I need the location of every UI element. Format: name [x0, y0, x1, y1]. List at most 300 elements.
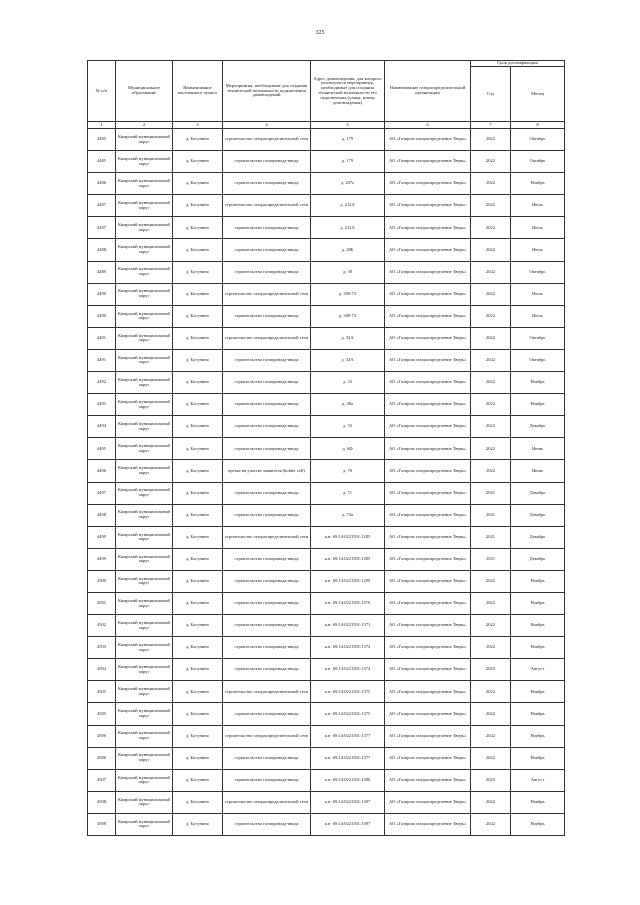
- address-cell: к.н. 69:14:0221501:1386: [311, 769, 385, 791]
- gasification-table: [87, 60, 565, 836]
- municipality-cell: Кимрский муниципальный округ: [116, 460, 173, 482]
- organization-cell: АО «Газпром газораспределение Тверь»: [385, 482, 471, 504]
- table-row: [88, 283, 565, 305]
- month-cell: Август: [511, 659, 565, 681]
- activity-cell: строительство газораспределительной сети: [223, 283, 311, 305]
- organization-cell: АО «Газпром газораспределение Тверь»: [385, 791, 471, 813]
- organization-cell: АО «Газпром газораспределение Тверь»: [385, 394, 471, 416]
- table-row: [88, 681, 565, 703]
- organization-cell: АО «Газпром газораспределение Тверь»: [385, 327, 471, 349]
- address-cell: к.н. 69:14:0221501:1375: [311, 681, 385, 703]
- address-cell: к.н. 69:14:0221501:1299: [311, 570, 385, 592]
- year-cell: 2022: [471, 615, 511, 637]
- month-cell: Декабрь: [511, 526, 565, 548]
- table-row: [88, 129, 565, 151]
- month-cell: Декабрь: [511, 416, 565, 438]
- municipality-cell: Кимрский муниципальный округ: [116, 681, 173, 703]
- address-cell: д. 179: [311, 151, 385, 173]
- address-cell: д. 33: [311, 372, 385, 394]
- organization-cell: АО «Газпром газораспределение Тверь»: [385, 813, 471, 835]
- municipality-cell: Кимрский муниципальный округ: [116, 129, 173, 151]
- settlement-cell: д. Богунино: [173, 217, 223, 239]
- municipality-cell: Кимрский муниципальный округ: [116, 349, 173, 371]
- month-cell: Ноябрь: [511, 173, 565, 195]
- table-row: [88, 151, 565, 173]
- table-row: [88, 482, 565, 504]
- row-number-cell: 4493: [88, 394, 116, 416]
- activity-cell: строительство газопровода-ввода: [223, 703, 311, 725]
- organization-cell: АО «Газпром газораспределение Тверь»: [385, 239, 471, 261]
- activity-cell: строительство газопровода-ввода: [223, 372, 311, 394]
- settlement-cell: д. Богунино: [173, 504, 223, 526]
- table-row: [88, 416, 565, 438]
- address-cell: к.н. 69:14:0221501:1371: [311, 615, 385, 637]
- organization-cell: АО «Газпром газораспределение Тверь»: [385, 173, 471, 195]
- activity-cell: строительство газопровода-ввода: [223, 504, 311, 526]
- address-cell: д. 48а: [311, 394, 385, 416]
- municipality-cell: Кимрский муниципальный округ: [116, 548, 173, 570]
- activity-cell: строительство газопровода-ввода: [223, 173, 311, 195]
- row-number-cell: 4497: [88, 482, 116, 504]
- settlement-cell: д. Богунино: [173, 173, 223, 195]
- year-cell: 2022: [471, 261, 511, 283]
- address-cell: д. 32А: [311, 349, 385, 371]
- address-cell: к.н. 69:14:0221501:1397: [311, 791, 385, 813]
- month-cell: Октябрь: [511, 327, 565, 349]
- organization-cell: АО «Газпром газораспределение Тверь»: [385, 438, 471, 460]
- table-row: [88, 173, 565, 195]
- activity-cell: строительство газораспределительной сети: [223, 327, 311, 349]
- address-cell: к.н. 69:14:0221501:1372: [311, 637, 385, 659]
- address-cell: к.н. 69:14:0221501:1377: [311, 747, 385, 769]
- month-cell: Июль: [511, 195, 565, 217]
- row-number-cell: 4499: [88, 526, 116, 548]
- municipality-cell: Кимрский муниципальный округ: [116, 747, 173, 769]
- month-cell: Ноябрь: [511, 637, 565, 659]
- settlement-cell: д. Богунино: [173, 769, 223, 791]
- settlement-cell: д. Богунино: [173, 791, 223, 813]
- table-row: [88, 592, 565, 614]
- table-row: [88, 261, 565, 283]
- municipality-cell: Кимрский муниципальный округ: [116, 637, 173, 659]
- month-cell: Ноябрь: [511, 592, 565, 614]
- header-term: Срок догазификации: [471, 61, 565, 67]
- municipality-cell: Кимрский муниципальный округ: [116, 504, 173, 526]
- year-cell: 2022: [471, 217, 511, 239]
- year-cell: 2022: [471, 637, 511, 659]
- year-cell: 2021: [471, 504, 511, 526]
- table-row: [88, 659, 565, 681]
- month-cell: Октябрь: [511, 349, 565, 371]
- settlement-cell: д. Богунино: [173, 659, 223, 681]
- municipality-cell: Кимрский муниципальный округ: [116, 372, 173, 394]
- header-num: № п/п: [88, 61, 116, 122]
- row-number-cell: 4498: [88, 504, 116, 526]
- year-cell: 2022: [471, 239, 511, 261]
- address-cell: д. 212А: [311, 217, 385, 239]
- table-row: [88, 526, 565, 548]
- organization-cell: АО «Газпром газораспределение Тверь»: [385, 217, 471, 239]
- settlement-cell: д. Богунино: [173, 195, 223, 217]
- address-cell: д. 179: [311, 129, 385, 151]
- address-cell: д. 212А: [311, 195, 385, 217]
- year-cell: 2022: [471, 725, 511, 747]
- month-cell: Ноябрь: [511, 725, 565, 747]
- table-row: [88, 217, 565, 239]
- header-municipality: Муниципальное образование: [116, 61, 173, 122]
- table-row: [88, 769, 565, 791]
- month-cell: Ноябрь: [511, 703, 565, 725]
- address-cell: к.н. 69:14:0221501:1285: [311, 548, 385, 570]
- address-cell: к.н. 69:14:0221501:1375: [311, 703, 385, 725]
- organization-cell: АО «Газпром газораспределение Тверь»: [385, 526, 471, 548]
- month-cell: Июнь: [511, 460, 565, 482]
- month-cell: Ноябрь: [511, 681, 565, 703]
- year-cell: 2023: [471, 416, 511, 438]
- activity-cell: строительство газораспределительной сети: [223, 526, 311, 548]
- settlement-cell: д. Богунино: [173, 151, 223, 173]
- settlement-cell: д. Богунино: [173, 327, 223, 349]
- table-body: [88, 129, 565, 836]
- row-number-cell: 4489: [88, 261, 116, 283]
- settlement-cell: д. Богунино: [173, 129, 223, 151]
- table-row: [88, 460, 565, 482]
- address-cell: д. 300-73: [311, 283, 385, 305]
- year-cell: 2022: [471, 813, 511, 835]
- organization-cell: АО «Газпром газораспределение Тверь»: [385, 305, 471, 327]
- year-cell: 2023: [471, 659, 511, 681]
- row-number-cell: 4492: [88, 372, 116, 394]
- organization-cell: АО «Газпром газораспределение Тверь»: [385, 349, 471, 371]
- row-number-cell: 4508: [88, 813, 116, 835]
- row-number-cell: 4506: [88, 747, 116, 769]
- year-cell: 2021: [471, 548, 511, 570]
- year-cell: 2021: [471, 482, 511, 504]
- address-cell: к.н. 69:14:0221501:1377: [311, 725, 385, 747]
- organization-cell: АО «Газпром газораспределение Тверь»: [385, 460, 471, 482]
- activity-cell: строительство газопровода-ввода: [223, 217, 311, 239]
- municipality-cell: Кимрский муниципальный округ: [116, 283, 173, 305]
- table-row: [88, 791, 565, 813]
- year-cell: 2022: [471, 394, 511, 416]
- column-number: 4: [223, 122, 311, 129]
- address-cell: д. 71: [311, 482, 385, 504]
- column-number: 7: [471, 122, 511, 129]
- table-row: [88, 239, 565, 261]
- settlement-cell: д. Богунино: [173, 372, 223, 394]
- header-activities: Мероприятия, необходимые для создания технической возможности подключения домовладений: [223, 61, 311, 122]
- header-organization: Наименование газораспределительной организации: [385, 61, 471, 122]
- year-cell: 2022: [471, 791, 511, 813]
- settlement-cell: д. Богунино: [173, 725, 223, 747]
- address-cell: д. 207а: [311, 173, 385, 195]
- settlement-cell: д. Богунино: [173, 283, 223, 305]
- settlement-cell: д. Богунино: [173, 548, 223, 570]
- organization-cell: АО «Газпром газораспределение Тверь»: [385, 769, 471, 791]
- row-number-cell: 4507: [88, 769, 116, 791]
- address-cell: к.н. 69:14:0221501:1374: [311, 659, 385, 681]
- municipality-cell: Кимрский муниципальный округ: [116, 438, 173, 460]
- month-cell: Июнь: [511, 438, 565, 460]
- settlement-cell: д. Богунино: [173, 239, 223, 261]
- column-numbers-row: [88, 122, 565, 129]
- row-number-cell: 4503: [88, 637, 116, 659]
- table-row: [88, 195, 565, 217]
- year-cell: 2022: [471, 283, 511, 305]
- activity-cell: строительство газопровода-ввода: [223, 548, 311, 570]
- municipality-cell: Кимрский муниципальный округ: [116, 592, 173, 614]
- address-cell: к.н. 69:14:0221501:1370: [311, 592, 385, 614]
- row-number-cell: 4491: [88, 327, 116, 349]
- table-row: [88, 327, 565, 349]
- municipality-cell: Кимрский муниципальный округ: [116, 615, 173, 637]
- month-cell: Октябрь: [511, 129, 565, 151]
- address-cell: д. 55: [311, 416, 385, 438]
- row-number-cell: 4502: [88, 615, 116, 637]
- table-row: [88, 637, 565, 659]
- row-number-cell: 4487: [88, 195, 116, 217]
- address-cell: д. 30: [311, 261, 385, 283]
- table-row: [88, 372, 565, 394]
- table-row: [88, 504, 565, 526]
- year-cell: 2022: [471, 349, 511, 371]
- row-number-cell: 4491: [88, 349, 116, 371]
- row-number-cell: 4505: [88, 703, 116, 725]
- settlement-cell: д. Богунино: [173, 416, 223, 438]
- activity-cell: строительство газопровода-ввода: [223, 637, 311, 659]
- municipality-cell: Кимрский муниципальный округ: [116, 570, 173, 592]
- activity-cell: строительство газопровода-ввода: [223, 416, 311, 438]
- row-number-cell: 4490: [88, 283, 116, 305]
- organization-cell: АО «Газпром газораспределение Тверь»: [385, 703, 471, 725]
- table-row: [88, 747, 565, 769]
- organization-cell: АО «Газпром газораспределение Тверь»: [385, 504, 471, 526]
- municipality-cell: Кимрский муниципальный округ: [116, 261, 173, 283]
- year-cell: 2022: [471, 438, 511, 460]
- settlement-cell: д. Богунино: [173, 349, 223, 371]
- activity-cell: строительство газопровода-ввода: [223, 615, 311, 637]
- row-number-cell: 4485: [88, 151, 116, 173]
- organization-cell: АО «Газпром газораспределение Тверь»: [385, 372, 471, 394]
- activity-cell: строительство газопровода-ввода: [223, 151, 311, 173]
- row-number-cell: 4508: [88, 791, 116, 813]
- year-cell: 2022: [471, 747, 511, 769]
- address-cell: д. 70: [311, 460, 385, 482]
- activity-cell: строительство газопровода-ввода: [223, 394, 311, 416]
- municipality-cell: Кимрский муниципальный округ: [116, 195, 173, 217]
- column-number: 6: [385, 122, 471, 129]
- municipality-cell: Кимрский муниципальный округ: [116, 173, 173, 195]
- settlement-cell: д. Богунино: [173, 703, 223, 725]
- row-number-cell: 4500: [88, 570, 116, 592]
- month-cell: Ноябрь: [511, 372, 565, 394]
- header-settlement: Наименование населенного пункта: [173, 61, 223, 122]
- settlement-cell: д. Богунино: [173, 438, 223, 460]
- settlement-cell: д. Богунино: [173, 570, 223, 592]
- column-number: 5: [311, 122, 385, 129]
- municipality-cell: Кимрский муниципальный округ: [116, 791, 173, 813]
- table-row: [88, 725, 565, 747]
- table-row: [88, 570, 565, 592]
- year-cell: 2022: [471, 681, 511, 703]
- row-number-cell: 4486: [88, 173, 116, 195]
- municipality-cell: Кимрский муниципальный округ: [116, 305, 173, 327]
- row-number-cell: 4487: [88, 217, 116, 239]
- month-cell: Декабрь: [511, 482, 565, 504]
- header-month: Месяц: [511, 67, 565, 122]
- address-cell: к.н. 69:14:0221501:1397: [311, 813, 385, 835]
- activity-cell: строительство газопровода-ввода: [223, 769, 311, 791]
- row-number-cell: 4485: [88, 129, 116, 151]
- municipality-cell: Кимрский муниципальный округ: [116, 151, 173, 173]
- municipality-cell: Кимрский муниципальный округ: [116, 703, 173, 725]
- table-row: [88, 438, 565, 460]
- activity-cell: врезка на участке заявителя (holder cell): [223, 460, 311, 482]
- activity-cell: строительство газораспределительной сети: [223, 791, 311, 813]
- table-row: [88, 703, 565, 725]
- row-number-cell: 4490: [88, 305, 116, 327]
- settlement-cell: д. Богунино: [173, 394, 223, 416]
- municipality-cell: Кимрский муниципальный округ: [116, 526, 173, 548]
- settlement-cell: д. Богунино: [173, 747, 223, 769]
- municipality-cell: Кимрский муниципальный округ: [116, 416, 173, 438]
- year-cell: 2022: [471, 151, 511, 173]
- row-number-cell: 4495: [88, 438, 116, 460]
- year-cell: 2022: [471, 195, 511, 217]
- year-cell: 2022: [471, 129, 511, 151]
- settlement-cell: д. Богунино: [173, 305, 223, 327]
- table-row: [88, 349, 565, 371]
- month-cell: Ноябрь: [511, 791, 565, 813]
- organization-cell: АО «Газпром газораспределение Тверь»: [385, 548, 471, 570]
- month-cell: Август: [511, 769, 565, 791]
- settlement-cell: д. Богунино: [173, 681, 223, 703]
- organization-cell: АО «Газпром газораспределение Тверь»: [385, 129, 471, 151]
- month-cell: Ноябрь: [511, 747, 565, 769]
- month-cell: Ноябрь: [511, 394, 565, 416]
- municipality-cell: Кимрский муниципальный округ: [116, 217, 173, 239]
- organization-cell: АО «Газпром газораспределение Тверь»: [385, 681, 471, 703]
- month-cell: Декабрь: [511, 504, 565, 526]
- organization-cell: АО «Газпром газораспределение Тверь»: [385, 261, 471, 283]
- month-cell: Декабрь: [511, 548, 565, 570]
- month-cell: Ноябрь: [511, 813, 565, 835]
- year-cell: 2023: [471, 769, 511, 791]
- row-number-cell: 4494: [88, 416, 116, 438]
- page-number: 325: [315, 30, 325, 36]
- address-cell: д. 74а: [311, 504, 385, 526]
- header-year: Год: [471, 67, 511, 122]
- table-row: [88, 813, 565, 835]
- municipality-cell: Кимрский муниципальный округ: [116, 813, 173, 835]
- municipality-cell: Кимрский муниципальный округ: [116, 769, 173, 791]
- settlement-cell: д. Богунино: [173, 482, 223, 504]
- organization-cell: АО «Газпром газораспределение Тверь»: [385, 615, 471, 637]
- activity-cell: строительство газопровода-ввода: [223, 305, 311, 327]
- month-cell: Ноябрь: [511, 615, 565, 637]
- address-cell: д. 32А: [311, 327, 385, 349]
- municipality-cell: Кимрский муниципальный округ: [116, 482, 173, 504]
- month-cell: Июль: [511, 305, 565, 327]
- column-number: 8: [511, 122, 565, 129]
- month-cell: Ноябрь: [511, 570, 565, 592]
- settlement-cell: д. Богунино: [173, 813, 223, 835]
- column-number: 3: [173, 122, 223, 129]
- row-number-cell: 4501: [88, 592, 116, 614]
- activity-cell: строительство газопровода-ввода: [223, 747, 311, 769]
- settlement-cell: д. Богунино: [173, 637, 223, 659]
- row-number-cell: 4506: [88, 725, 116, 747]
- activity-cell: строительство газораспределительной сети: [223, 195, 311, 217]
- activity-cell: строительство газопровода-ввода: [223, 482, 311, 504]
- year-cell: 2022: [471, 570, 511, 592]
- year-cell: 2021: [471, 526, 511, 548]
- column-number: 1: [88, 122, 116, 129]
- row-number-cell: 4505: [88, 681, 116, 703]
- municipality-cell: Кимрский муниципальный округ: [116, 239, 173, 261]
- activity-cell: строительство газопровода-ввода: [223, 349, 311, 371]
- month-cell: Октябрь: [511, 151, 565, 173]
- municipality-cell: Кимрский муниципальный округ: [116, 394, 173, 416]
- activity-cell: строительство газопровода-ввода: [223, 813, 311, 835]
- settlement-cell: д. Богунино: [173, 592, 223, 614]
- row-number-cell: 4488: [88, 239, 116, 261]
- activity-cell: строительство газораспределительной сети: [223, 725, 311, 747]
- year-cell: 2022: [471, 327, 511, 349]
- activity-cell: строительство газопровода-ввода: [223, 570, 311, 592]
- settlement-cell: д. Богунино: [173, 615, 223, 637]
- organization-cell: АО «Газпром газораспределение Тверь»: [385, 747, 471, 769]
- activity-cell: строительство газораспределительной сети: [223, 681, 311, 703]
- address-cell: д. 6Ф: [311, 438, 385, 460]
- month-cell: Июль: [511, 217, 565, 239]
- column-number: 2: [116, 122, 173, 129]
- year-cell: 2022: [471, 173, 511, 195]
- activity-cell: строительство газопровода-ввода: [223, 239, 311, 261]
- row-number-cell: 4504: [88, 659, 116, 681]
- organization-cell: АО «Газпром газораспределение Тверь»: [385, 570, 471, 592]
- month-cell: Июль: [511, 239, 565, 261]
- year-cell: 2022: [471, 592, 511, 614]
- address-cell: д. 28Б: [311, 239, 385, 261]
- table-row: [88, 305, 565, 327]
- table-row: [88, 394, 565, 416]
- settlement-cell: д. Богунино: [173, 460, 223, 482]
- organization-cell: АО «Газпром газораспределение Тверь»: [385, 195, 471, 217]
- organization-cell: АО «Газпром газораспределение Тверь»: [385, 637, 471, 659]
- organization-cell: АО «Газпром газораспределение Тверь»: [385, 283, 471, 305]
- municipality-cell: Кимрский муниципальный округ: [116, 327, 173, 349]
- organization-cell: АО «Газпром газораспределение Тверь»: [385, 592, 471, 614]
- activity-cell: строительство газораспределительной сети: [223, 129, 311, 151]
- organization-cell: АО «Газпром газораспределение Тверь»: [385, 659, 471, 681]
- organization-cell: АО «Газпром газораспределение Тверь»: [385, 151, 471, 173]
- year-cell: 2022: [471, 372, 511, 394]
- month-cell: Июль: [511, 283, 565, 305]
- year-cell: 2022: [471, 703, 511, 725]
- table-row: [88, 615, 565, 637]
- row-number-cell: 4496: [88, 460, 116, 482]
- activity-cell: строительство газопровода-ввода: [223, 592, 311, 614]
- organization-cell: АО «Газпром газораспределение Тверь»: [385, 416, 471, 438]
- year-cell: 2022: [471, 460, 511, 482]
- activity-cell: строительство газопровода-ввода: [223, 659, 311, 681]
- address-cell: д. 300-73: [311, 305, 385, 327]
- activity-cell: строительство газопровода-ввода: [223, 261, 311, 283]
- municipality-cell: Кимрский муниципальный округ: [116, 659, 173, 681]
- activity-cell: строительство газопровода-ввода: [223, 438, 311, 460]
- organization-cell: АО «Газпром газораспределение Тверь»: [385, 725, 471, 747]
